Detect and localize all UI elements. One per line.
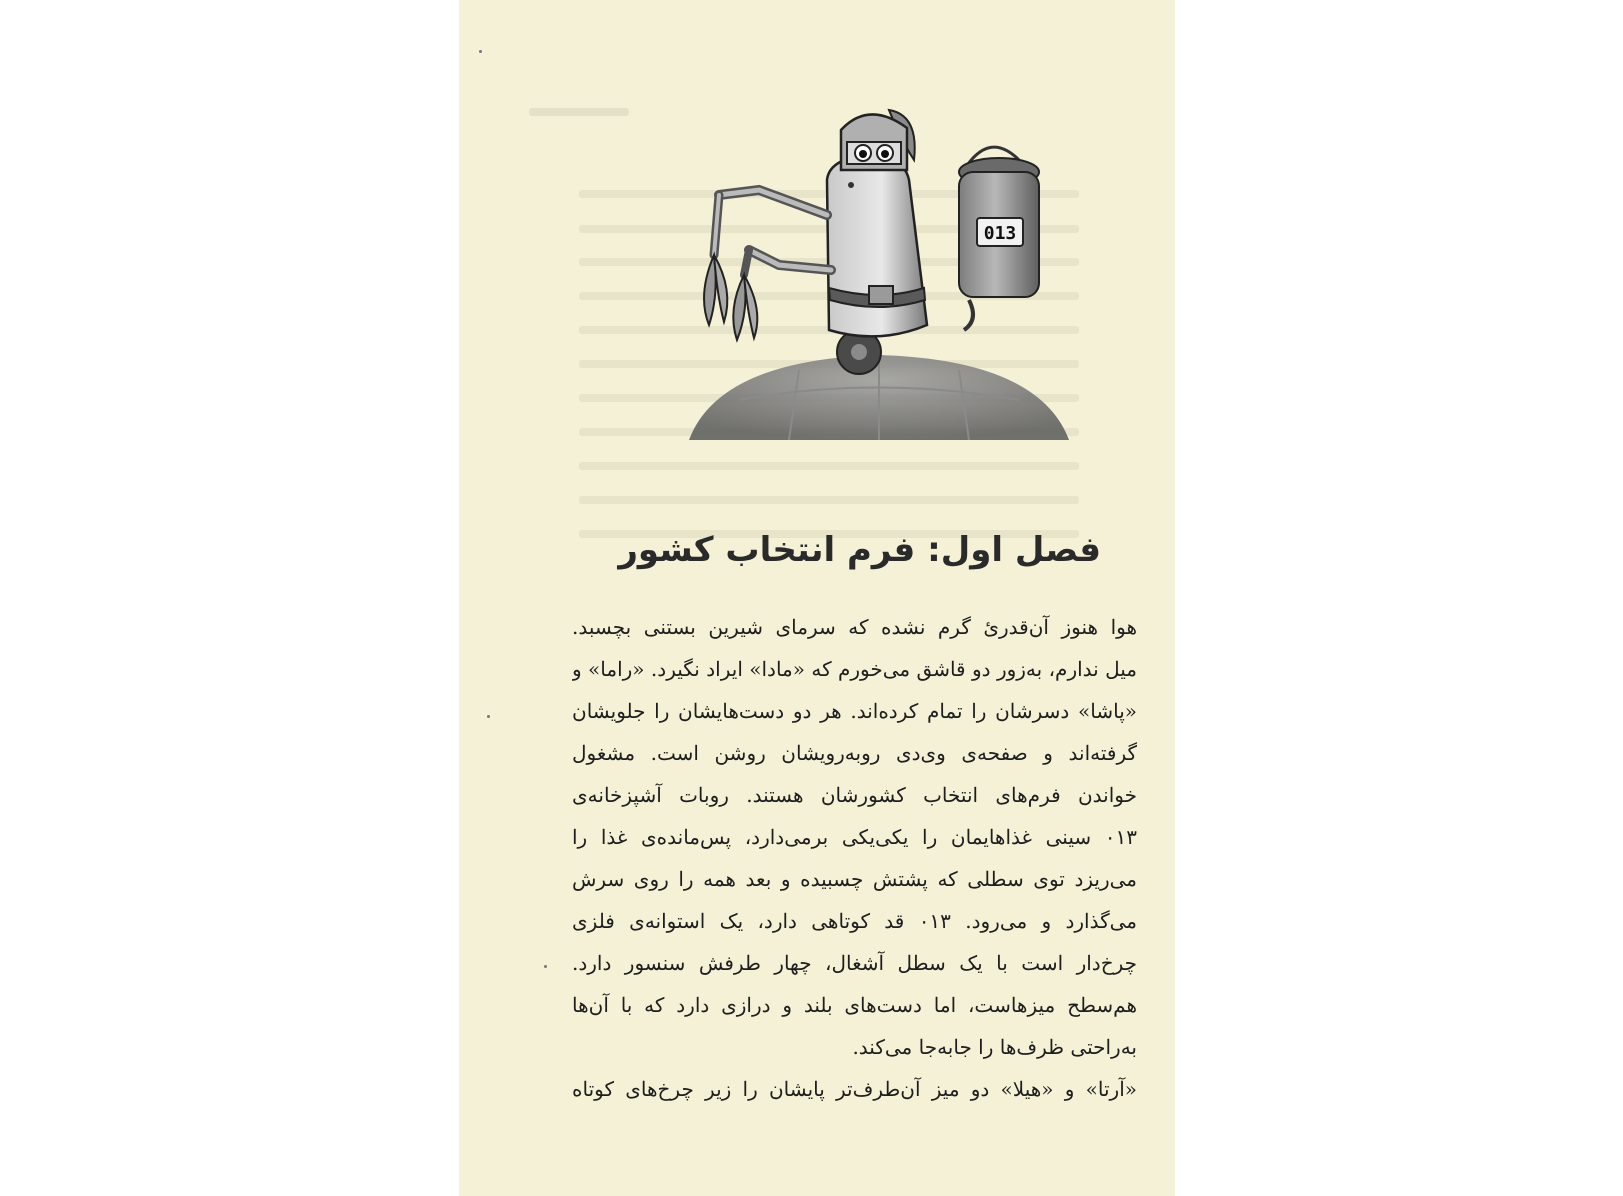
bin-label-text: 013 — [983, 223, 1017, 244]
book-page — [459, 0, 1175, 1196]
paper-speck — [479, 50, 482, 53]
text-line: می‌گذارد و می‌رود. ۰۱۳ قد کوتاهی دارد، یک استوانه‌ی فلزی — [572, 909, 1137, 933]
text-line: چرخ‌دار است با یک سطل آشغال، چهار طرفش سنسور دارد. — [572, 951, 1137, 975]
text-line: هم‌سطح میزهاست، اما دست‌های بلند و درازی دارد که با آن‌ها — [572, 993, 1137, 1017]
robot-body — [827, 155, 927, 336]
text-line: ۰۱۳ سینی غذاهایمان را یکی‌یکی برمی‌دارد، پس‌مانده‌ی غذا را — [572, 825, 1137, 849]
text-line: خواندن فرم‌های انتخاب کشورشان هستند. روبات آشپزخانه‌ی — [572, 783, 1137, 807]
text-line: «آرتا» و «هیلا» دو میز آن‌طرف‌تر پایشان را زیر چرخ‌های کوتاه — [572, 1077, 1137, 1101]
chapter-title: فصل اول: فرم انتخاب کشور — [618, 530, 1101, 570]
chapter-body-text — [572, 606, 1137, 1110]
show-through-line — [579, 496, 1079, 504]
text-line: می‌ریزد توی سطلی که پشتش چسبیده و بعد همه را روی سرش — [572, 867, 1137, 891]
show-through-header — [529, 108, 629, 116]
text-line: میل ندارم، به‌زور دو قاشق می‌خورم که «مادا» ایراد نگیرد. «راما» و — [572, 657, 1137, 681]
paper-speck — [487, 715, 490, 718]
text-line: به‌راحتی ظرف‌ها را جابه‌جا می‌کند. — [852, 1035, 1137, 1059]
paper-speck — [544, 965, 547, 968]
robot-illustration — [679, 100, 1079, 470]
text-line: گرفته‌اند و صفحه‌ی وی‌دی روبه‌رویشان روشن است. مشغول — [572, 741, 1137, 765]
text-line: هوا هنوز آن‌قدرئ گرم نشده که سرمای شیرین بستنی بچسبد. — [572, 615, 1137, 639]
text-line: «پاشا» دسرشان را تمام کرده‌اند. هر دو دست‌هایشان را جلویشان — [572, 699, 1137, 723]
